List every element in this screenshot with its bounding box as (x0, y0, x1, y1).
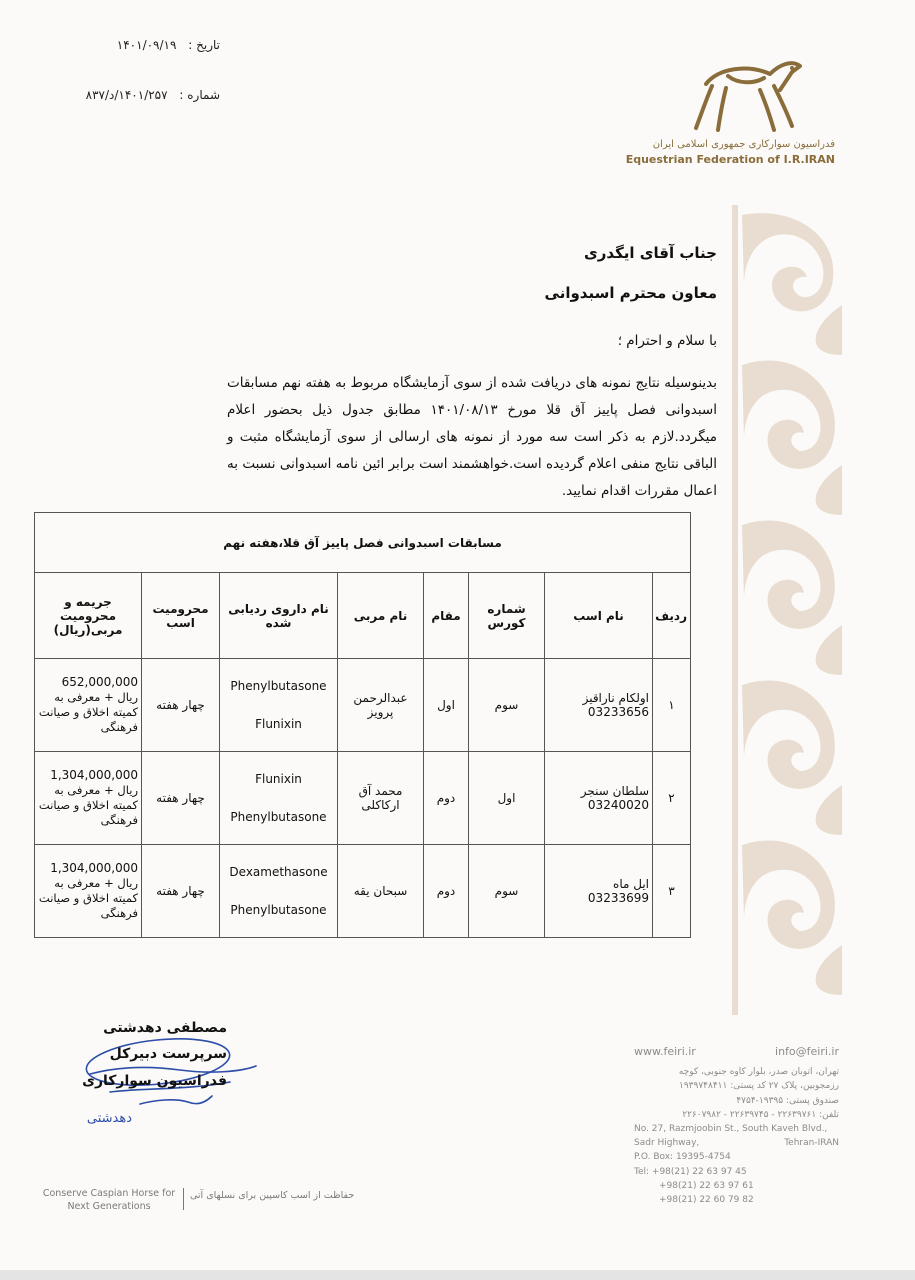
header-index: ردیف (653, 573, 691, 659)
web-row (634, 1045, 839, 1059)
fine-cell (35, 752, 142, 845)
horse-name: ایل ماه (613, 877, 649, 891)
drug-name: Phenylbutasone (230, 810, 327, 824)
address-en-2-left: Sadr Highway, (634, 1138, 700, 1149)
place-cell: دوم (424, 752, 469, 845)
address-en-1: No. 27, Razmjoobin St., South Kaveh Blvd., (634, 1124, 828, 1135)
horse-cell (545, 752, 653, 845)
table-row (35, 752, 691, 845)
horse-code: 03233656 (587, 705, 649, 719)
recipient-title: معاون محترم اسبدوانی (544, 284, 717, 302)
date-line (90, 38, 220, 52)
email-link[interactable]: info@feiri.ir (775, 1045, 839, 1058)
signer-org: فدراسیون سوارکاری (82, 1073, 227, 1089)
race-cell: سوم (469, 845, 545, 938)
race-cell: سوم (469, 659, 545, 752)
trainer-cell: سبحان یقه (338, 845, 424, 938)
table-header-row (35, 573, 691, 659)
row-index: ۲ (653, 752, 691, 845)
fine-text: ریال + معرفی به کمیته اخلاق و صیانت فرهنگی (38, 783, 138, 827)
drug-cell (220, 752, 338, 845)
pobox-en: P.O. Box: 19395-4754 (634, 1152, 731, 1163)
header-trainer: نام مربی (338, 573, 424, 659)
fine-cell (35, 845, 142, 938)
fine-amount: 1,304,000,000 (50, 861, 138, 875)
header-fine: جریمه و محرومیت مربی(ریال) (35, 573, 142, 659)
address-en-2-right: Tehran-IRAN (784, 1138, 839, 1149)
trainer-cell: عبدالرحمن پرویز (338, 659, 424, 752)
results-table-wrapper (34, 512, 690, 962)
federation-name-fa: فدراسیون سوارکاری جمهوری اسلامی ایران (652, 139, 835, 150)
place-cell: اول (424, 659, 469, 752)
footer-divider (183, 1188, 184, 1210)
table-row (35, 845, 691, 938)
horse-code: 03233699 (587, 891, 649, 905)
horse-cell (545, 845, 653, 938)
drug-cell (220, 845, 338, 938)
phone-3: +98(21) 22 60 79 82 (659, 1195, 754, 1206)
bottom-strip (0, 1270, 915, 1280)
number-value: ۱۴۰۱/۲۵۷/د/۸۳۷ (85, 88, 168, 102)
fine-text: ریال + معرفی به کمیته اخلاق و صیانت فرهنگی (38, 876, 138, 920)
ban-cell: چهار هفته (142, 845, 220, 938)
drug-name: Flunixin (255, 717, 302, 731)
results-table (34, 512, 691, 938)
drug-name: Flunixin (255, 772, 302, 786)
table-caption: مسابقات اسبدوانی فصل پاییز آق قلا،هفته نهم (35, 513, 691, 573)
drug-cell (220, 659, 338, 752)
header-ban: محرومیت اسب (142, 573, 220, 659)
signer-name: مصطفی دهدشتی (103, 1020, 227, 1036)
address-fa-1: تهران، اتوبان صدر، بلوار کاوه جنوبی، کوچه (678, 1067, 839, 1078)
place-cell: دوم (424, 845, 469, 938)
contact-block (634, 1045, 839, 1207)
fine-cell (35, 659, 142, 752)
letter-paragraph: بدینوسیله نتایج نمونه های دریافت شده از سوی آزمایشگاه مربوط به هفته نهم مسابقات اسبدوانی فصل پاییز آق قلا مورخ ۱۴۰۱/۰۸/۱۳ مطابق جدول ذیل بحضور اعلام میگردد.لازم به ذکر است سه مورد از نمونه های ارسالی از سوی آزمایشگاه مثبت و الباقی نتایج منفی اعلام گردیده است.خواهشمند است برابر ائین نامه اسبدوانی نسبت به اعمال مقررات اقدام نمایید. (227, 375, 717, 499)
header-horse: نام اسب (545, 573, 653, 659)
trainer-cell: محمد آق ارکاکلی (338, 752, 424, 845)
table-row (35, 659, 691, 752)
fine-amount: 1,304,000,000 (50, 768, 138, 782)
number-label: شماره : (179, 88, 220, 102)
recipient-name: جناب آقای ایگدری (584, 244, 717, 262)
website-link[interactable]: www.feiri.ir (634, 1045, 696, 1058)
drug-name: Phenylbutasone (230, 903, 327, 917)
fine-amount: 652,000,000 (61, 675, 138, 689)
fine-text: ریال + معرفی به کمیته اخلاق و صیانت فرهنگی (38, 690, 138, 734)
greeting: با سلام و احترام ؛ (617, 333, 717, 349)
header-place: مقام (424, 573, 469, 659)
federation-name-en: Equestrian Federation of I.R.IRAN (625, 153, 835, 166)
phones-fa: تلفن: ۲۲۶۳۹۷۶۱ - ۲۲۶۳۹۷۴۵ - ۲۲۶۰۷۹۸۲ (682, 1109, 839, 1120)
address-en (634, 1122, 839, 1207)
header-drug: نام داروی ردیابی شده (220, 573, 338, 659)
ban-cell: چهار هفته (142, 752, 220, 845)
horse-logo-icon (688, 50, 808, 134)
address-fa-2: رزمجوبین، پلاک ۲۷ کد پستی: ۱۹۳۹۷۴۸۴۱۱ (679, 1081, 839, 1092)
address-en-2 (634, 1136, 839, 1150)
pobox-fa: صندوق پستی: ۱۹۳۹۵-۴۷۵۴ (736, 1095, 839, 1106)
signer-title: سرپرست دبیرکل (109, 1046, 227, 1062)
horse-code: 03240020 (587, 798, 649, 812)
footer-motto-en: Conserve Caspian Horse for Next Generations (42, 1188, 176, 1212)
date-value: ۱۴۰۱/۰۹/۱۹ (116, 38, 177, 52)
horse-cell (545, 659, 653, 752)
race-cell: اول (469, 752, 545, 845)
number-line (70, 88, 220, 102)
date-label: تاریخ : (188, 38, 220, 52)
signature-scribble-text: دهدشتی (86, 1111, 132, 1126)
drug-name: Dexamethasone (229, 865, 328, 879)
row-index: ۱ (653, 659, 691, 752)
horse-name: سلطان سنجر (580, 784, 649, 798)
header-race: شماره کورس (469, 573, 545, 659)
row-index: ۳ (653, 845, 691, 938)
drug-name: Phenylbutasone (230, 679, 327, 693)
ban-cell: چهار هفته (142, 659, 220, 752)
phone-2: +98(21) 22 63 97 61 (659, 1180, 754, 1191)
footer-motto-fa: حفاظت از اسب کاسپین برای نسلهای آتی (190, 1190, 355, 1201)
ornament-border-icon (732, 205, 850, 1015)
horse-name: اولکام ناراقیز (582, 691, 649, 705)
phone-1: Tel: +98(21) 22 63 97 45 (634, 1166, 747, 1177)
